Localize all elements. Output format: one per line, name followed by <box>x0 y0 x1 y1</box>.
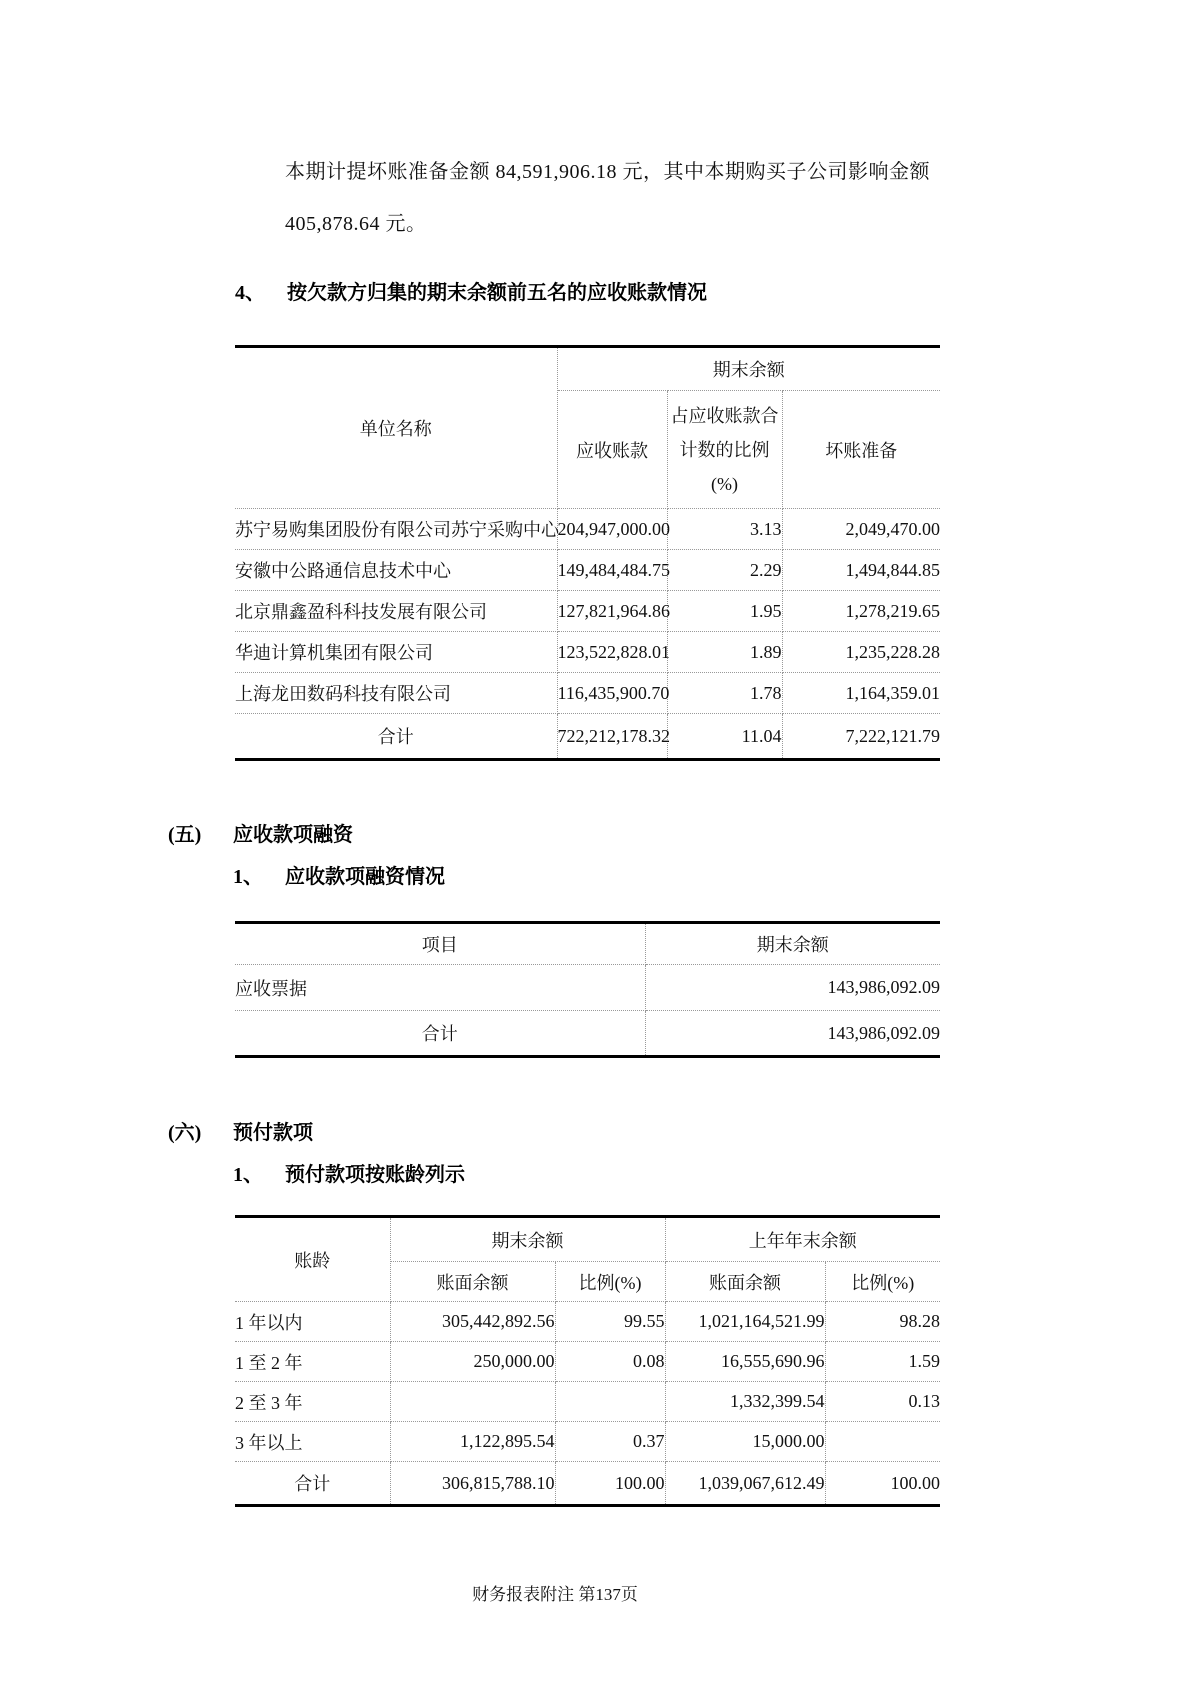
total-prior-ratio-cell: 100.00 <box>825 1462 940 1506</box>
section-4-number: 4、 <box>235 282 265 304</box>
provision-cell: 1,494,844.85 <box>782 550 940 591</box>
total-balance-cell: 143,986,092.09 <box>645 1011 940 1057</box>
section-5-sub-title: 应收款项融资情况 <box>285 866 445 888</box>
table3-header-prior-group: 上年年末余额 <box>665 1217 940 1262</box>
table3-header-current-ratio: 比例(%) <box>555 1262 665 1302</box>
receivable-cell: 149,484,484.75 <box>557 550 667 591</box>
current-ratio-cell: 0.37 <box>555 1422 665 1462</box>
section-5-sub-number: 1、 <box>233 866 263 888</box>
table-row <box>235 1422 940 1462</box>
table3-header-prior-ratio: 比例(%) <box>825 1262 940 1302</box>
table3-header-current-group: 期末余额 <box>390 1217 665 1262</box>
table-row <box>235 1382 940 1422</box>
current-balance-cell: 250,000.00 <box>390 1342 555 1382</box>
prepayments-aging-table <box>235 1215 940 1507</box>
table2-header-balance: 期末余额 <box>645 923 940 965</box>
section-5-heading <box>168 818 353 847</box>
table3-header-current-book-balance: 账面余额 <box>390 1262 555 1302</box>
table1-header-provision: 坏账准备 <box>782 391 940 509</box>
table2-header-row <box>235 923 940 965</box>
current-ratio-cell: 99.55 <box>555 1302 665 1342</box>
table-row <box>235 509 940 550</box>
section-6-sub-number: 1、 <box>233 1164 263 1186</box>
total-ratio-cell: 11.04 <box>667 714 782 760</box>
total-prior-balance-cell: 1,039,067,612.49 <box>665 1462 825 1506</box>
unit-name-cell: 华迪计算机集团有限公司 <box>235 632 557 673</box>
table-row <box>235 591 940 632</box>
prior-balance-cell: 1,021,164,521.99 <box>665 1302 825 1342</box>
receivable-cell: 204,947,000.00 <box>557 509 667 550</box>
current-ratio-cell <box>555 1382 665 1422</box>
prior-balance-cell: 15,000.00 <box>665 1422 825 1462</box>
unit-name-cell: 上海龙田数码科技有限公司 <box>235 673 557 714</box>
receivable-cell: 127,821,964.86 <box>557 591 667 632</box>
table-row <box>235 673 940 714</box>
table1-header-ratio-label: 占应收账款合计数的比例 <box>670 405 779 460</box>
current-balance-cell: 1,122,895.54 <box>390 1422 555 1462</box>
section-6-sub-heading <box>233 1158 465 1187</box>
table2-total-row <box>235 1011 940 1057</box>
prior-balance-cell: 1,332,399.54 <box>665 1382 825 1422</box>
table1-header-ending-balance-group: 期末余额 <box>557 347 940 391</box>
aging-cell: 3 年以上 <box>235 1422 390 1462</box>
section-5-marker: (五) <box>168 824 202 846</box>
ratio-cell: 1.89 <box>667 632 782 673</box>
table-row <box>235 550 940 591</box>
prior-ratio-cell: 98.28 <box>825 1302 940 1342</box>
section-5-sub-heading <box>233 860 445 889</box>
table1-header-receivable: 应收账款 <box>557 391 667 509</box>
ratio-cell: 3.13 <box>667 509 782 550</box>
total-current-balance-cell: 306,815,788.10 <box>390 1462 555 1506</box>
receivables-financing-table <box>235 921 940 1058</box>
section-6-title: 预付款项 <box>233 1122 313 1144</box>
current-balance-cell <box>390 1382 555 1422</box>
unit-name-cell: 北京鼎鑫盈科科技发展有限公司 <box>235 591 557 632</box>
total-receivable-cell: 722,212,178.32 <box>557 714 667 760</box>
table2-header-item: 项目 <box>235 923 645 965</box>
table3-group-header-row <box>235 1217 940 1262</box>
total-current-ratio-cell: 100.00 <box>555 1462 665 1506</box>
prior-ratio-cell: 0.13 <box>825 1382 940 1422</box>
aging-cell: 1 至 2 年 <box>235 1342 390 1382</box>
provision-cell: 1,164,359.01 <box>782 673 940 714</box>
balance-cell: 143,986,092.09 <box>645 965 940 1011</box>
receivable-cell: 123,522,828.01 <box>557 632 667 673</box>
item-cell: 应收票据 <box>235 965 645 1011</box>
provision-cell: 1,235,228.28 <box>782 632 940 673</box>
prior-balance-cell: 16,555,690.96 <box>665 1342 825 1382</box>
page-footer: 财务报表附注 第137页 <box>472 1585 638 1604</box>
section-6-sub-title: 预付款项按账龄列示 <box>285 1164 465 1186</box>
total-provision-cell: 7,222,121.79 <box>782 714 940 760</box>
unit-name-cell: 苏宁易购集团股份有限公司苏宁采购中心 <box>235 509 557 550</box>
ratio-cell: 1.78 <box>667 673 782 714</box>
table3-header-prior-book-balance: 账面余额 <box>665 1262 825 1302</box>
ratio-cell: 1.95 <box>667 591 782 632</box>
total-label: 合计 <box>235 1011 645 1057</box>
receivable-cell: 116,435,900.70 <box>557 673 667 714</box>
ratio-cell: 2.29 <box>667 550 782 591</box>
top5-receivables-table <box>235 345 940 761</box>
prior-ratio-cell <box>825 1422 940 1462</box>
section-6-marker: (六) <box>168 1122 202 1144</box>
table1-header-unit-name: 单位名称 <box>235 347 557 509</box>
table-row <box>235 1342 940 1382</box>
table1-total-row <box>235 714 940 760</box>
table-row <box>235 1302 940 1342</box>
intro-paragraph: 本期计提坏账准备金额 84,591,906.18 元，其中本期购买子公司影响金额 405,878.64 元。 <box>285 161 930 235</box>
table1-header-ratio-unit: (%) <box>711 473 738 494</box>
section-6-heading <box>168 1116 313 1145</box>
table3-header-aging: 账龄 <box>235 1217 390 1302</box>
total-label: 合计 <box>235 714 557 760</box>
section-4-title: 按欠款方归集的期末余额前五名的应收账款情况 <box>287 282 707 304</box>
table1-group-header-row <box>235 347 940 391</box>
aging-cell: 1 年以内 <box>235 1302 390 1342</box>
section-4-heading <box>235 276 707 305</box>
current-ratio-cell: 0.08 <box>555 1342 665 1382</box>
unit-name-cell: 安徽中公路通信息技术中心 <box>235 550 557 591</box>
provision-cell: 2,049,470.00 <box>782 509 940 550</box>
prior-ratio-cell: 1.59 <box>825 1342 940 1382</box>
table3-total-row <box>235 1462 940 1506</box>
provision-cell: 1,278,219.65 <box>782 591 940 632</box>
current-balance-cell: 305,442,892.56 <box>390 1302 555 1342</box>
total-label: 合计 <box>235 1462 390 1506</box>
table-row <box>235 965 940 1011</box>
table-row <box>235 632 940 673</box>
aging-cell: 2 至 3 年 <box>235 1382 390 1422</box>
table1-header-ratio <box>667 391 782 509</box>
section-5-title: 应收款项融资 <box>233 824 353 846</box>
